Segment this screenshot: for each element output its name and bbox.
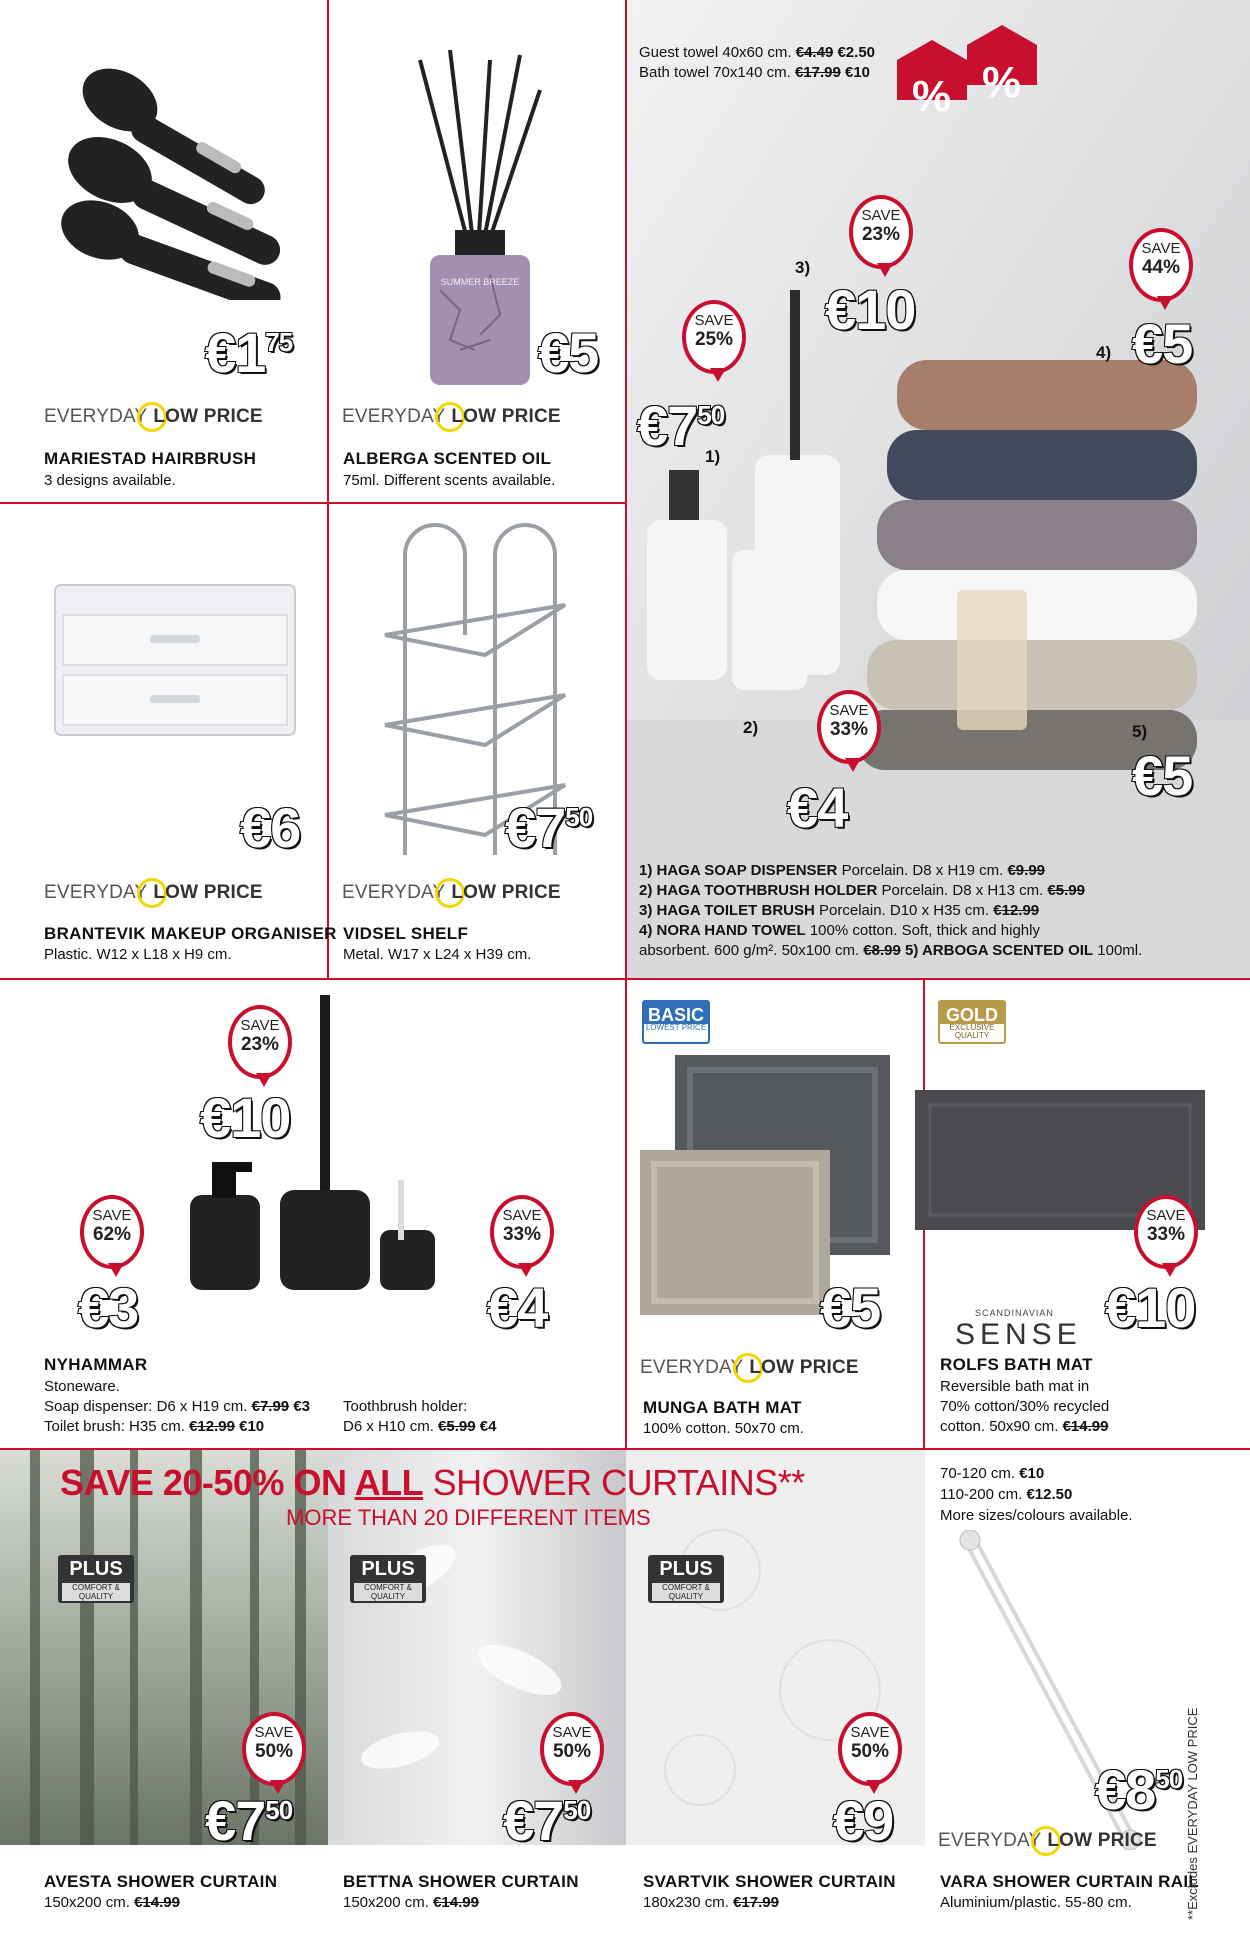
nyhammar-price-10 (200, 1086, 291, 1149)
makeup-price (240, 796, 301, 859)
haga-price-4 (1132, 312, 1193, 375)
line-price: €10 (1019, 1465, 1045, 1482)
guest-towel-new-price: €2.50 (837, 44, 876, 61)
line-desc: 150x200 cm. (44, 1894, 130, 1911)
line-new-price: €10 (239, 1418, 265, 1435)
price-main: €7 (205, 1789, 266, 1852)
price-cents: 50 (1155, 1764, 1183, 1794)
line-desc: Porcelain. D10 x H35 cm. (819, 902, 990, 919)
line-desc: Toilet brush: H35 cm. (44, 1418, 185, 1435)
haga-background-image (627, 0, 1250, 978)
hairbrush-price (205, 321, 293, 384)
save-badge: SAVE 50% (838, 1712, 902, 1786)
edlp-everyday: EVERYDAY (44, 406, 148, 427)
percent-tag-2: % (982, 58, 1022, 107)
avesta-desc (44, 1894, 180, 1913)
save-badge: SAVE 33% (1134, 1195, 1198, 1269)
edlp-everyday: EVERYDAY (938, 1830, 1042, 1851)
price-main: €7 (503, 1789, 564, 1852)
svartvik-desc (643, 1894, 779, 1913)
haga-section (627, 0, 1250, 978)
price-main: €7 (637, 394, 698, 457)
basic-badge: BASIC LOWEST PRICE (642, 1000, 710, 1044)
headline-part: SHOWER CURTAINS** (423, 1462, 805, 1503)
vara-size-2 (940, 1486, 1072, 1505)
gold-badge: GOLD EXCLUSIVE QUALITY (938, 1000, 1006, 1044)
price-main: €9 (833, 1789, 894, 1852)
bettna-title: BETTNA SHOWER CURTAIN (343, 1872, 579, 1891)
haga-guest-towel (639, 44, 875, 63)
line-old-price: €7.99 (251, 1398, 290, 1415)
price-main: €6 (240, 796, 301, 859)
line-desc: 180x230 cm. (643, 1894, 729, 1911)
scented-oil-desc: 75ml. Different scents available. (343, 472, 556, 489)
save-badge: SAVE 50% (540, 1712, 604, 1786)
price-main: €8 (1095, 1758, 1156, 1821)
save-badge: SAVE 33% (817, 690, 881, 764)
everyday-low-price-logo (342, 402, 561, 432)
price-main: €10 (1105, 1276, 1196, 1339)
price-main: €4 (787, 776, 848, 839)
curtains-subline: MORE THAN 20 DIFFERENT ITEMS (286, 1505, 651, 1530)
nyhammar-price-4 (487, 1276, 548, 1339)
hairbrush-image (30, 40, 320, 300)
line-desc: 70-120 cm. (940, 1465, 1016, 1482)
nyhammar-line-2 (44, 1398, 310, 1417)
price-main: €10 (825, 278, 916, 341)
divider (625, 978, 627, 1450)
line-old-price: €12.99 (993, 902, 1040, 919)
rolfs-line-3 (940, 1418, 1108, 1437)
everyday-low-price-logo (938, 1826, 1157, 1856)
haga-bath-towel (639, 64, 870, 83)
avesta-price (205, 1789, 293, 1852)
price-main: €5 (538, 321, 599, 384)
line-desc: 150x200 cm. (343, 1894, 429, 1911)
line-desc: Porcelain. D8 x H19 cm. (841, 862, 1004, 879)
line-old-price: €14.99 (134, 1894, 180, 1911)
bettna-price (503, 1789, 591, 1852)
price-cents: 75 (265, 327, 293, 357)
bath-towel-new-price: €10 (845, 64, 871, 81)
price-main: €3 (78, 1276, 139, 1339)
nyhammar-title: NYHAMMAR (44, 1355, 148, 1374)
haga-line-4 (639, 922, 1040, 941)
edlp-low-price: LOW PRICE (1047, 1830, 1157, 1851)
edlp-everyday: EVERYDAY (342, 882, 446, 903)
line-title: 3) HAGA TOILET BRUSH (639, 902, 815, 919)
edlp-everyday: EVERYDAY (44, 882, 148, 903)
line-title: 4) NORA HAND TOWEL (639, 922, 806, 939)
plus-badge: PLUS COMFORT & QUALITY (648, 1555, 724, 1603)
guest-towel-old-price: €4.49 (795, 44, 834, 61)
line-price: €12.50 (1026, 1486, 1073, 1503)
line-desc: D6 x H10 cm. (343, 1418, 434, 1435)
vara-title: VARA SHOWER CURTAIN RAIL (940, 1872, 1200, 1891)
price-main: €5 (1132, 744, 1193, 807)
save-badge: SAVE 62% (80, 1195, 144, 1269)
line-desc: 100% cotton. Soft, thick and highly (809, 922, 1040, 939)
line-new-price: €4 (479, 1418, 497, 1435)
haga-price-2 (787, 776, 848, 839)
rolfs-line-2: 70% cotton/30% recycled (940, 1398, 1110, 1415)
line-desc: cotton. 50x90 cm. (940, 1418, 1059, 1435)
price-cents: 50 (697, 400, 725, 430)
curtains-headline (60, 1462, 805, 1504)
line-old-price: €17.99 (733, 1894, 779, 1911)
line-title: 2) HAGA TOOTHBRUSH HOLDER (639, 882, 878, 899)
shelf-title: VIDSEL SHELF (343, 924, 469, 943)
guest-towel-label: Guest towel 40x60 cm. (639, 44, 792, 61)
line-desc: Soap dispenser: D6 x H19 cm. (44, 1398, 248, 1415)
everyday-low-price-logo (44, 878, 263, 908)
item-marker-3: 3) (795, 258, 811, 277)
vara-price (1095, 1758, 1183, 1821)
bath-towel-old-price: €17.99 (794, 64, 841, 81)
plus-badge: PLUS COMFORT & QUALITY (350, 1555, 426, 1603)
headline-part: SAVE 20-50% ON (60, 1462, 355, 1503)
nyhammar-line-3 (44, 1418, 264, 1437)
price-main: €7 (505, 796, 566, 859)
brand-logo: SENSE (955, 1318, 1082, 1351)
save-badge: SAVE 44% (1129, 228, 1193, 302)
nyhammar-line-4: Toothbrush holder: (343, 1398, 468, 1415)
shelf-desc: Metal. W17 x L24 x H39 cm. (343, 946, 532, 963)
headline-part: ALL (354, 1462, 424, 1503)
nyhammar-line-1: Stoneware. (44, 1378, 120, 1395)
line-desc: absorbent. 600 g/m². 50x100 cm. (639, 942, 860, 959)
haga-price-1 (637, 394, 725, 457)
vara-more: More sizes/colours available. (940, 1507, 1133, 1524)
edlp-low-price: LOW PRICE (451, 406, 561, 427)
price-main: €4 (487, 1276, 548, 1339)
nyhammar-price-3 (78, 1276, 139, 1339)
munga-price (820, 1276, 881, 1339)
makeup-desc: Plastic. W12 x L18 x H9 cm. (44, 946, 232, 963)
line-title: 1) HAGA SOAP DISPENSER (639, 862, 838, 879)
munga-desc: 100% cotton. 50x70 cm. (643, 1420, 804, 1437)
price-cents: 50 (265, 1795, 293, 1825)
item-marker-2: 2) (743, 718, 759, 737)
line-desc: Porcelain. D8 x H13 cm. (881, 882, 1044, 899)
everyday-low-price-logo (342, 878, 561, 908)
item-marker-4: 4) (1096, 343, 1112, 362)
munga-title: MUNGA BATH MAT (643, 1398, 802, 1417)
save-badge: SAVE 23% (228, 1005, 292, 1079)
svartvik-title: SVARTVIK SHOWER CURTAIN (643, 1872, 896, 1891)
haga-line-2 (639, 882, 1085, 901)
line-old-price: €14.99 (1062, 1418, 1109, 1435)
line-old-price: €5.99 (438, 1418, 476, 1435)
edlp-low-price: LOW PRICE (153, 882, 263, 903)
shelf-price (505, 796, 593, 859)
divider (0, 502, 627, 504)
line-title: 5) ARBOGA SCENTED OIL (905, 942, 1094, 959)
haga-line-5 (639, 942, 1142, 961)
line-desc: 100ml. (1097, 942, 1143, 959)
excludes-note: **Excludes EVERYDAY LOW PRICE (1185, 1707, 1200, 1920)
brand-small: SCANDINAVIAN (975, 1308, 1054, 1318)
item-marker-5: 5) (1132, 722, 1148, 741)
haga-line-3 (639, 902, 1039, 921)
line-old-price: €8.99 (863, 942, 901, 959)
price-cents: 50 (565, 802, 593, 832)
line-new-price: €3 (293, 1398, 311, 1415)
rolfs-price (1105, 1276, 1196, 1339)
edlp-everyday: EVERYDAY (342, 406, 446, 427)
scented-oil-image (400, 50, 560, 390)
price-main: €10 (200, 1086, 291, 1149)
vara-size-1 (940, 1465, 1044, 1484)
bath-towel-label: Bath towel 70x140 cm. (639, 64, 791, 81)
plus-badge: PLUS COMFORT & QUALITY (58, 1555, 134, 1603)
scented-oil-title: ALBERGA SCENTED OIL (343, 449, 552, 468)
line-old-price: €5.99 (1047, 882, 1085, 899)
avesta-title: AVESTA SHOWER CURTAIN (44, 1872, 278, 1891)
scented-oil-price (538, 321, 599, 384)
price-main: €5 (1132, 312, 1193, 375)
bettna-desc (343, 1894, 479, 1913)
line-old-price: €12.99 (189, 1418, 235, 1435)
makeup-title: BRANTEVIK MAKEUP ORGANISER (44, 924, 337, 943)
line-desc: 110-200 cm. (940, 1486, 1023, 1503)
makeup-organiser-image (45, 575, 305, 750)
haga-line-1 (639, 862, 1045, 881)
edlp-low-price: LOW PRICE (451, 882, 561, 903)
price-main: €5 (820, 1276, 881, 1339)
edlp-low-price: LOW PRICE (153, 406, 263, 427)
bottle-label: SUMMER BREEZE (440, 277, 520, 287)
line-old-price: €14.99 (433, 1894, 479, 1911)
edlp-everyday: EVERYDAY (640, 1357, 744, 1378)
save-badge: SAVE 25% (682, 300, 746, 374)
svartvik-price (833, 1789, 894, 1852)
everyday-low-price-logo (640, 1353, 859, 1383)
price-main: €1 (205, 321, 266, 384)
hairbrush-title: MARIESTAD HAIRBRUSH (44, 449, 257, 468)
item-marker-1: 1) (705, 447, 721, 466)
haga-price-5 (1132, 744, 1193, 807)
hairbrush-desc: 3 designs available. (44, 472, 176, 489)
save-badge: SAVE 23% (849, 195, 913, 269)
rolfs-line-1: Reversible bath mat in (940, 1378, 1090, 1395)
save-badge: SAVE 50% (242, 1712, 306, 1786)
save-badge: SAVE 33% (490, 1195, 554, 1269)
vara-desc: Aluminium/plastic. 55-80 cm. (940, 1894, 1132, 1911)
line-old-price: €9.99 (1007, 862, 1046, 879)
everyday-low-price-logo (44, 402, 263, 432)
divider (327, 0, 329, 980)
price-cents: 50 (563, 1795, 591, 1825)
nyhammar-line-5 (343, 1418, 496, 1437)
percent-tag-1: % (912, 72, 952, 121)
rolfs-title: ROLFS BATH MAT (940, 1355, 1093, 1374)
haga-price-3 (825, 278, 916, 341)
edlp-low-price: LOW PRICE (749, 1357, 859, 1378)
